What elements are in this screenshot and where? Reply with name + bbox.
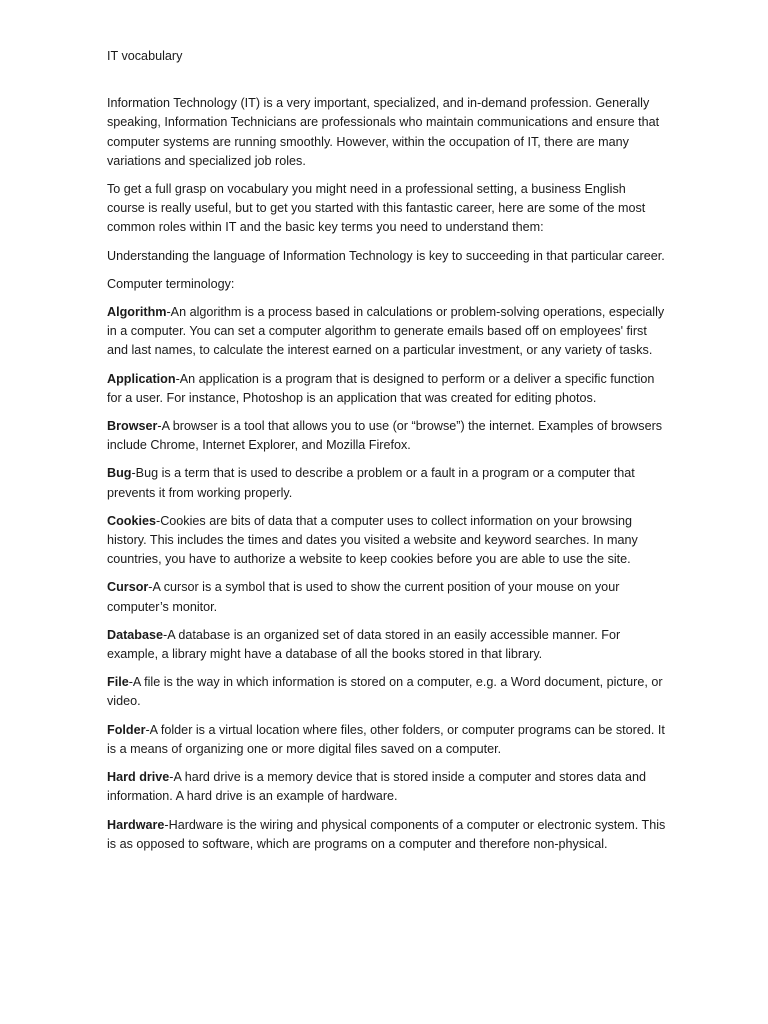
term-label: Cookies — [107, 513, 156, 528]
term-label: Algorithm — [107, 305, 167, 320]
term-label: Folder — [107, 722, 146, 737]
term-entry-bug — [107, 464, 667, 502]
term-entry-algorithm — [107, 303, 667, 361]
term-entry-database — [107, 626, 667, 664]
term-label: Cursor — [107, 580, 149, 595]
term-definition: -Bug is a term that is used to describe a problem or a fault in a program or a computer that prevents it from working properly. — [107, 466, 635, 500]
term-definition: -A hard drive is a memory device that is stored inside a computer and stores data and information. A hard drive is an example of hardware. — [107, 770, 647, 804]
term-entry-hard-drive — [107, 768, 667, 806]
term-label: Database — [107, 627, 164, 642]
term-entry-folder — [107, 721, 667, 759]
term-definition: -A browser is a tool that allows you to use (or “browse”) the internet. Examples of browsers include Chrome, Internet Explorer, and Mozilla Firefox. — [107, 419, 663, 453]
intro-paragraph-2: To get a full grasp on vocabulary you might need in a professional setting, a business English course is really useful, but to get you started with this fantastic career, here are some of the most common roles within IT and the basic key terms you need to understand them: — [107, 182, 646, 235]
term-label: Hardware — [107, 817, 165, 832]
term-entry-cookies — [107, 512, 667, 570]
term-definition: -An application is a program that is designed to perform or a deliver a specific function for a user. For instance, Photoshop is an application that was created for editing photos. — [107, 371, 655, 405]
term-entry-hardware — [107, 816, 667, 854]
term-definition: -Hardware is the wiring and physical components of a computer or electronic system. This is as opposed to software, which are programs on a computer and therefore non-physical. — [107, 817, 666, 851]
term-definition: -An algorithm is a process based in calculations or problem-solving operations, especially in a computer. You can set a computer algorithm to generate emails based off on employees' first and last names, to calculate the interest earned on a particular investment, or any variety of tasks. — [107, 305, 665, 358]
term-entry-cursor — [107, 578, 667, 616]
term-label: File — [107, 675, 129, 690]
term-label: Hard drive — [107, 770, 170, 785]
section-heading: Computer terminology: — [107, 276, 235, 291]
term-entry-file — [107, 673, 667, 711]
term-definition: -A file is the way in which information is stored on a computer, e.g. a Word document, picture, or video. — [107, 675, 663, 709]
intro-paragraph-1: Information Technology (IT) is a very important, specialized, and in-demand profession. Generally speaking, Information Technicians are professionals who maintain communications and ensure that computer systems are running smoothly. However, within the occupation of IT, there are many variations and specialized job roles. — [107, 96, 660, 168]
term-label: Bug — [107, 466, 132, 481]
term-definition: -A cursor is a symbol that is used to show the current position of your mouse on your computer’s monitor. — [107, 580, 620, 614]
intro-paragraph-3: Understanding the language of Information Technology is key to succeeding in that particular career. — [107, 248, 665, 263]
term-entry-application — [107, 370, 667, 408]
document-content — [107, 47, 667, 863]
term-definition: -A database is an organized set of data stored in an easily accessible manner. For example, a library might have a database of all the books stored in that library. — [107, 627, 621, 662]
term-label: Browser — [107, 419, 158, 434]
term-definition: -A folder is a virtual location where files, other folders, or computer programs can be stored. It is a means of organizing one or more digital files saved on a computer. — [107, 722, 665, 756]
document-title: IT vocabulary — [107, 49, 183, 63]
term-label: Application — [107, 371, 176, 386]
term-definition: -Cookies are bits of data that a computer uses to collect information on your browsing history. This includes the times and dates you visited a website and keyword searches. In many countries, you have to authorize a website to keep cookies before you are able to use the site. — [107, 513, 638, 567]
term-entry-browser — [107, 417, 667, 455]
